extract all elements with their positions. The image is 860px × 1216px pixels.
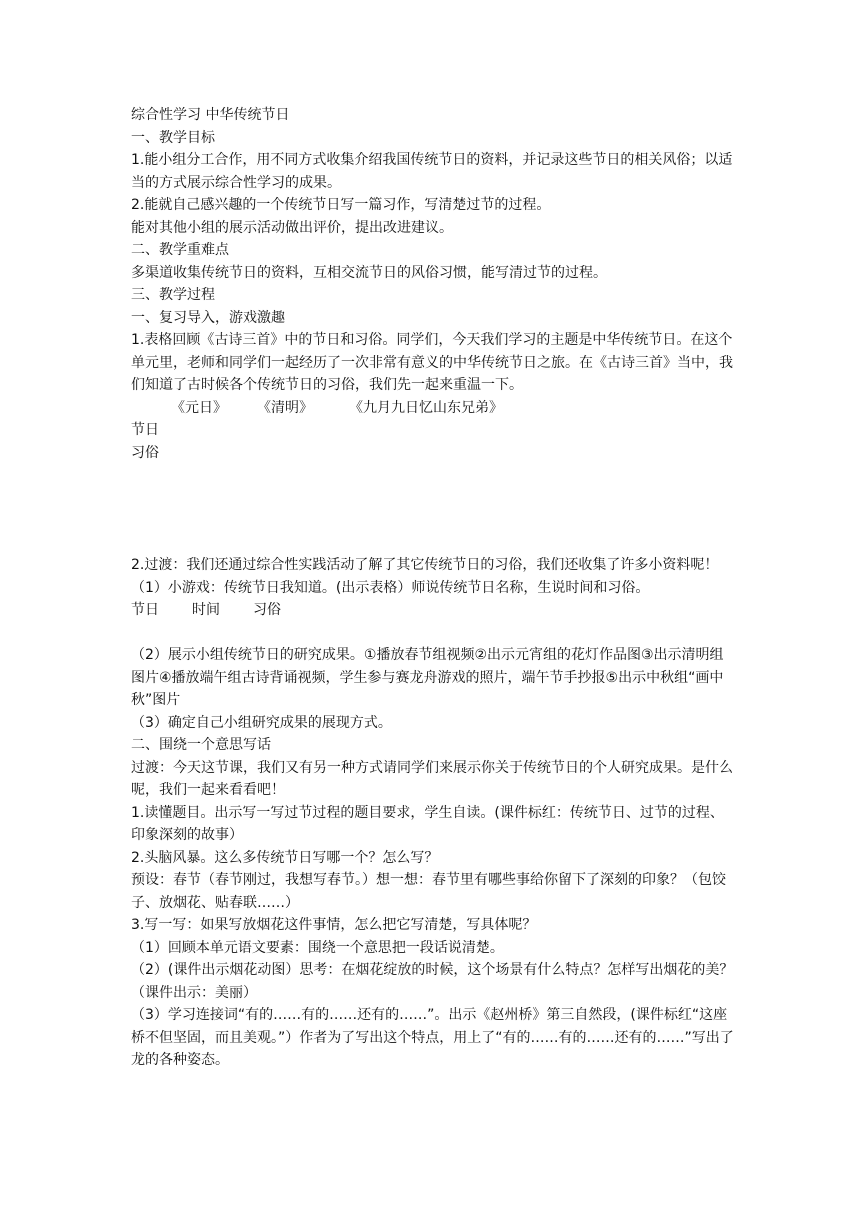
paragraph: （2）展示小组传统节日的研究成果。①播放春节组视频②出示元宵组的花灯作品图③出示清明组图片④播放端午组古诗背诵视频，学生参与赛龙舟游戏的照片，端午节手抄报⑤出示中秋组“画中秋”图片 [131, 647, 724, 708]
poem-col-yuanri: 《元日》 [171, 399, 227, 416]
section-heading: 二、教学重难点 [131, 242, 229, 258]
table-blank-space [131, 464, 736, 554]
poem-table-row-festival: 节日 [131, 422, 159, 438]
document-body [131, 104, 736, 1072]
section-heading: 三、教学过程 [131, 287, 215, 303]
poem-table-row-custom: 习俗 [131, 444, 159, 461]
table-blank-space [131, 622, 736, 645]
game-col-time: 时间 [192, 602, 220, 618]
paragraph: 3.写一写：如果写放烟花这件事情，怎么把它写清楚，写具体呢？ [131, 917, 537, 933]
paragraph: （2）(课件出示烟花动图）思考：在烟花绽放的时候，这个场景有什么特点？怎样写出烟花的美？（课件出示：美丽） [131, 962, 734, 1001]
subsection-heading: 一、复习导入，游戏激趣 [131, 309, 285, 326]
game-col-custom: 习俗 [253, 602, 281, 618]
paragraph: 过渡：今天这节课，我们又有另一种方式请同学们来展示你关于传统节日的个人研究成果。是什么呢，我们一起来看看吧！ [131, 759, 733, 798]
paragraph: 2.过渡：我们还通过综合性实践活动了解了其它传统节日的习俗，我们还收集了许多小资料呢！ [131, 557, 719, 573]
document-title: 综合性学习 中华传统节日 [131, 107, 290, 123]
paragraph: 1.能小组分工合作，用不同方式收集介绍我国传统节日的资料，并记录这些节日的相关风俗；以适当的方式展示综合性学习的成果。 [131, 152, 733, 191]
game-table-header [131, 599, 736, 622]
paragraph: 2.头脑风暴。这么多传统节日写哪一个？怎么写？ [131, 849, 439, 866]
poem-col-qingming: 《清明》 [257, 399, 313, 416]
section-heading: 一、教学目标 [131, 129, 215, 146]
paragraph: （3）学习连接词“有的……有的……还有的……”。出示《赵州桥》第三自然段，(课件标红“这座桥不但坚固，而且美观。”）作者为了写出这个特点，用上了“有的……有的……还有的……”写出了龙的各种姿态。 [131, 1007, 734, 1068]
poem-col-jiuyue: 《九月九日忆山东兄弟》 [349, 399, 503, 416]
subsection-heading: 二、围绕一个意思写话 [131, 737, 271, 753]
poem-table-header [131, 397, 736, 420]
paragraph: 1.表格回顾《古诗三首》中的节日和习俗。同学们，今天我们学习的主题是中华传统节日。在这个单元里，老师和同学们一起经历了一次非常有意义的中华传统节日之旅。在《古诗三首》当中，我们知道了古时候各个传统节日的习俗，我们先一起来重温一下。 [131, 332, 733, 393]
paragraph: 能对其他小组的展示活动做出评价，提出改进建议。 [131, 219, 453, 236]
paragraph: 多渠道收集传统节日的资料，互相交流节日的风俗习惯，能写清过节的过程。 [131, 264, 607, 281]
paragraph: （1）小游戏：传统节日我知道。(出示表格）师说传统节日名称，生说时间和习俗。 [131, 579, 650, 596]
game-col-festival: 节日 [131, 602, 159, 618]
paragraph: 1.读懂题目。出示写一写过节过程的题目要求，学生自读。(课件标红：传统节日、过节的过程、印象深刻的故事） [131, 804, 724, 843]
paragraph: （3）确定自己小组研究成果的展现方式。 [131, 714, 392, 731]
paragraph: 2.能就自己感兴趣的一个传统节日写一篇习作，写清楚过节的过程。 [131, 197, 551, 213]
paragraph: （1）回顾本单元语文要素：围绕一个意思把一段话说清楚。 [131, 939, 504, 956]
paragraph: 预设：春节（春节刚过，我想写春节。）想一想：春节里有哪些事给你留下了深刻的印象？（包饺子、放烟花、贴春联……） [131, 872, 726, 911]
